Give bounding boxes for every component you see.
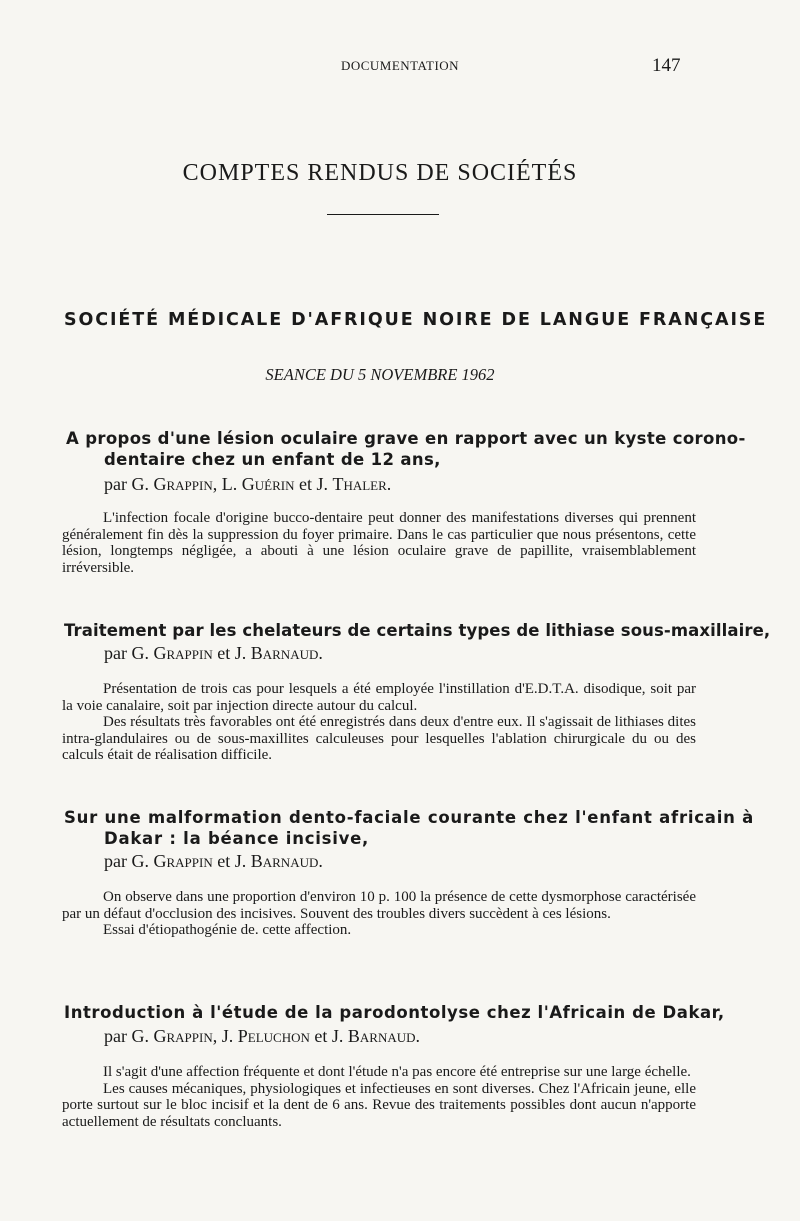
article-title-continued: Dakar : la béance incisive, xyxy=(104,829,370,848)
abstract-paragraph: On observe dans une proportion d'environ 10 p. 100 la présence de cette dysmorphose caractérisée par un défaut d'occlusion des incisives. Souvent des troubles divers succèdent à ces lésions. xyxy=(62,889,696,922)
author-name: Grappin xyxy=(153,851,213,871)
author-name: Guérin xyxy=(241,474,295,494)
abstract-paragraph: Présentation de trois cas pour lesquels a été employée l'instillation d'E.D.T.A. disodique, soit par la voie canalaire, soit par injection directe autour du calcul. xyxy=(62,681,696,714)
running-head: DOCUMENTATION xyxy=(340,58,460,73)
article-abstract xyxy=(62,1064,696,1130)
author-separator: , J. xyxy=(212,1026,238,1046)
article-abstract xyxy=(62,510,696,576)
article-byline xyxy=(104,1026,420,1047)
author-name: Barnaud xyxy=(347,1026,416,1046)
page-title: COMPTES RENDUS DE SOCIÉTÉS xyxy=(182,160,578,186)
article-title: Sur une malformation dento-faciale courante chez l'enfant africain à xyxy=(64,808,754,827)
article-title: A propos d'une lésion oculaire grave en rapport avec un kyste corono- xyxy=(66,429,746,448)
author-separator: et J. xyxy=(212,851,251,871)
society-heading: SOCIÉTÉ MÉDICALE D'AFRIQUE NOIRE DE LANGUE FRANÇAISE xyxy=(64,310,768,330)
title-rule xyxy=(327,214,439,215)
abstract-paragraph: Essai d'étiopathogénie de. cette affection. xyxy=(103,922,352,938)
session-heading: SEANCE DU 5 NOVEMBRE 1962 xyxy=(265,365,495,384)
author-name: Peluchon xyxy=(237,1026,310,1046)
article-byline xyxy=(104,851,323,872)
article-abstract xyxy=(62,889,696,939)
author-separator: et J. xyxy=(309,1026,348,1046)
article-byline xyxy=(104,643,323,664)
abstract-paragraph: Des résultats très favorables ont été enregistrés dans deux d'entre eux. Il s'agissait de lithiases dites intra-glandulaires ou de sous-maxillites calculeuses pour lesquelles l'ablation chirurgicale du ou des calculs était de réalisation difficile. xyxy=(62,714,696,763)
author-separator: et J. xyxy=(294,474,333,494)
author-name: Grappin xyxy=(153,643,213,663)
author-name: Barnaud xyxy=(250,643,319,663)
article-byline xyxy=(104,474,391,495)
byline-prefix: par G. xyxy=(104,1026,154,1046)
article-abstract xyxy=(62,681,696,764)
abstract-paragraph: Les causes mécaniques, physiologiques et infectieuses en sont diverses. Chez l'Africain jeune, elle porte surtout sur le bloc incisif et la dent de 6 ans. Revue des traitements possibles dont aucun n'apporte actuellement de résultats concluants. xyxy=(62,1080,696,1130)
page-number: 147 xyxy=(652,55,681,76)
author-separator: . xyxy=(318,643,323,663)
byline-prefix: par G. xyxy=(104,643,154,663)
abstract-paragraph: L'infection focale d'origine bucco-dentaire peut donner des manifestations diverses qui prennent généralement fin dès la suppression du foyer primaire. Dans le cas particulier que nous présentons, cette lésion, longtemps négligée, a abouti à une lésion oculaire grave de papillite, vraisemblablement irréversible. xyxy=(62,510,696,576)
author-name: Grappin xyxy=(153,1026,213,1046)
article-title: Introduction à l'étude de la parodontolyse chez l'Africain de Dakar, xyxy=(64,1003,725,1022)
article-title: Traitement par les chelateurs de certains types de lithiase sous-maxillaire, xyxy=(64,621,771,640)
author-separator: et J. xyxy=(212,643,251,663)
author-separator: , L. xyxy=(212,474,242,494)
article-title-continued: dentaire chez un enfant de 12 ans, xyxy=(104,450,441,469)
author-name: Barnaud xyxy=(250,851,319,871)
author-separator: . xyxy=(318,851,323,871)
author-name: Grappin xyxy=(153,474,213,494)
byline-prefix: par G. xyxy=(104,851,154,871)
byline-prefix: par G. xyxy=(104,474,154,494)
author-separator: . xyxy=(415,1026,420,1046)
author-separator: . xyxy=(386,474,392,494)
author-name: Thaler xyxy=(332,474,387,494)
abstract-paragraph: Il s'agit d'une affection fréquente et dont l'étude n'a pas encore été entreprise sur une large échelle. xyxy=(103,1064,691,1080)
